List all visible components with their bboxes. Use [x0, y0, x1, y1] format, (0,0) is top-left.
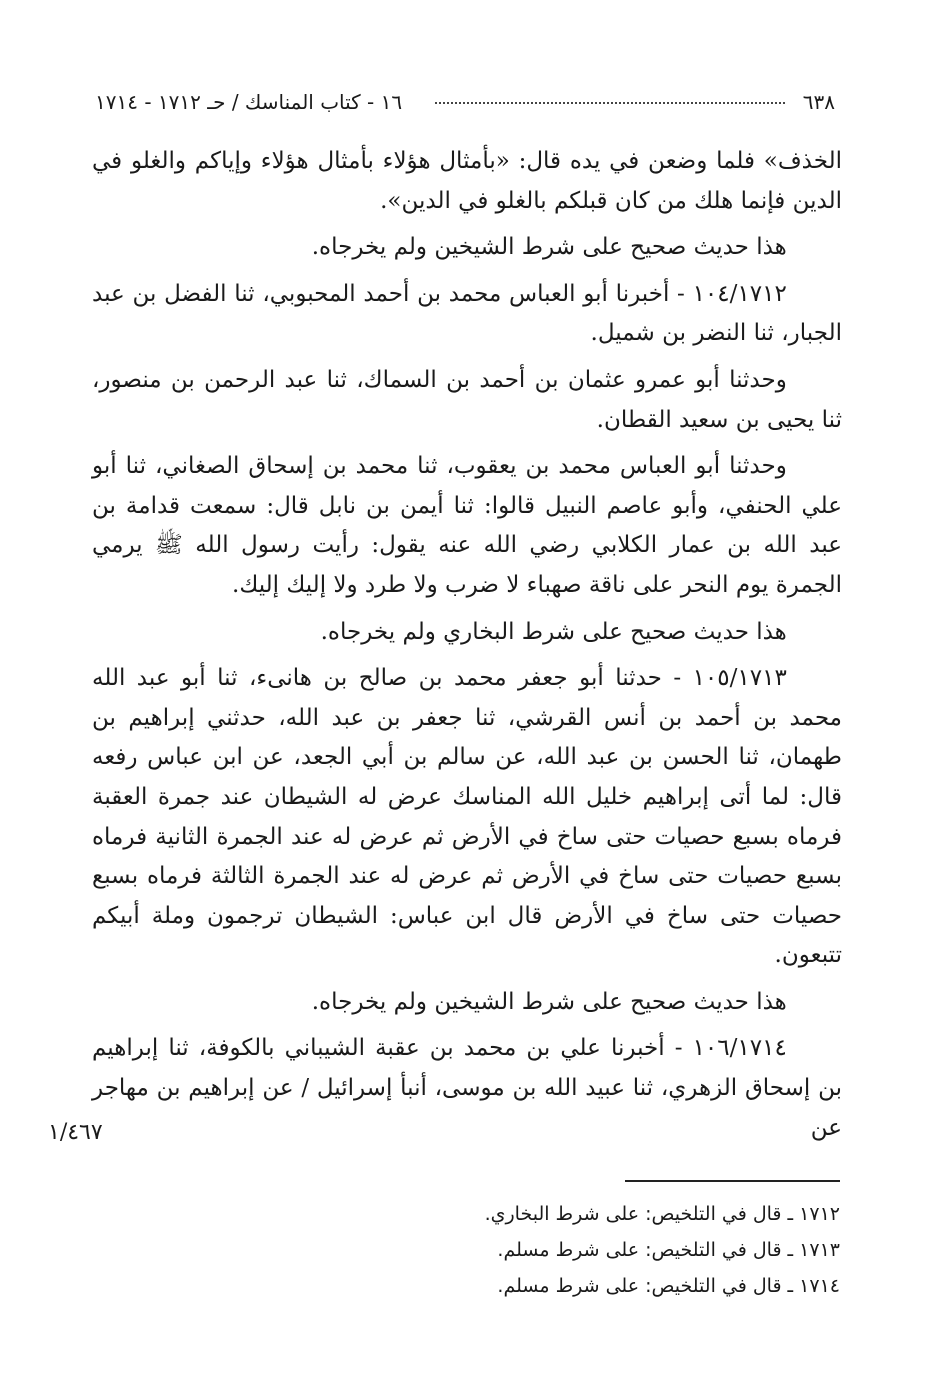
hadith-1713: ١٠٥/١٧١٣ - حدثنا أبو جعفر محمد بن صالح بن هانىء، ثنا أبو عبد الله محمد بن أحمد بن أنس القرشي، ثنا جعفر بن عبد الله، حدثني إبراهيم بن طهمان، ثنا الحسن بن عبد الله، عن سالم بن أبي الجعد، عن ابن عباس رفعه قال: لما أتى إبراهيم خليل الله المناسك عرض له الشيطان عند جمرة العقبة فرماه بسبع حصيات حتى ساخ في الأرض ثم عرض له عند الجمرة الثانية فرماه بسبع حصيات حتى ساخ في الأرض ثم عرض له عند الجمرة الثالثة فرماه بسبع حصيات حتى ساخ في الأرض قال ابن عباس: الشيطان ترجمون وملة أبيكم تتبعون. — [92, 665, 842, 969]
main-text — [92, 142, 842, 1155]
isnad-paragraph: وحدثنا أبو عمرو عثمان بن أحمد بن السماك، ثنا عبد الرحمن بن منصور، ثنا يحيى بن سعيد القطان. — [92, 366, 842, 433]
footnote-1714: ١٧١٤ ـ قال في التلخيص: على شرط مسلم. — [497, 1275, 840, 1297]
page-header — [95, 84, 835, 120]
header-dotted-leader — [435, 102, 785, 104]
hadith-1714: ١٠٦/١٧١٤ - أخبرنا علي بن محمد بن عقبة الشيباني بالكوفة، ثنا إبراهيم بن إسحاق الزهري، ثنا عبيد الله بن موسى، أنبأ إسرائيل / عن إبراهيم بن مهاجر عن — [92, 1035, 842, 1141]
verdict-line: هذا حديث صحيح على شرط الشيخين ولم يخرجاه. — [311, 234, 787, 261]
hadith-1712: ١٠٤/١٧١٢ - أخبرنا أبو العباس محمد بن أحمد المحبوبي، ثنا الفضل بن عبد الجبار، ثنا النضر بن شميل. — [92, 280, 842, 347]
paragraph-continuation: الخذف» فلما وضعن في يده قال: «بأمثال هؤلاء بأمثال هؤلاء وإياكم والغلو في الدين فإنما هلك من كان قبلكم بالغلو في الدين». — [92, 148, 842, 214]
footnotes — [240, 1196, 840, 1304]
running-title: ١٦ - كتاب المناسك / حـ ١٧١٢ - ١٧١٤ — [95, 90, 403, 114]
footnote-1713: ١٧١٣ ـ قال في التلخيص: على شرط مسلم. — [497, 1239, 840, 1261]
isnad-paragraph: وحدثنا أبو العباس محمد بن يعقوب، ثنا محمد بن إسحاق الصغاني، ثنا أبو علي الحنفي، وأبو عاصم النبيل قالوا: ثنا أيمن بن نابل قال: سمعت قدامة بن عبد الله بن عمار الكلابي رضي الله عنه يقول: رأيت رسول الله ﷺ يرمي الجمرة يوم النحر على ناقة صهباء لا ضرب ولا طرد ولا إليك إليك. — [92, 453, 843, 598]
page-number: ٦٣٨ — [802, 90, 835, 114]
verdict-line: هذا حديث صحيح على شرط البخاري ولم يخرجاه. — [320, 618, 787, 645]
footnote-separator — [625, 1180, 840, 1182]
verdict-line: هذا حديث صحيح على شرط الشيخين ولم يخرجاه. — [311, 988, 787, 1015]
margin-reference: ١/٤٦٧ — [48, 1120, 103, 1145]
footnote-1712: ١٧١٢ ـ قال في التلخيص: على شرط البخاري. — [484, 1203, 840, 1225]
